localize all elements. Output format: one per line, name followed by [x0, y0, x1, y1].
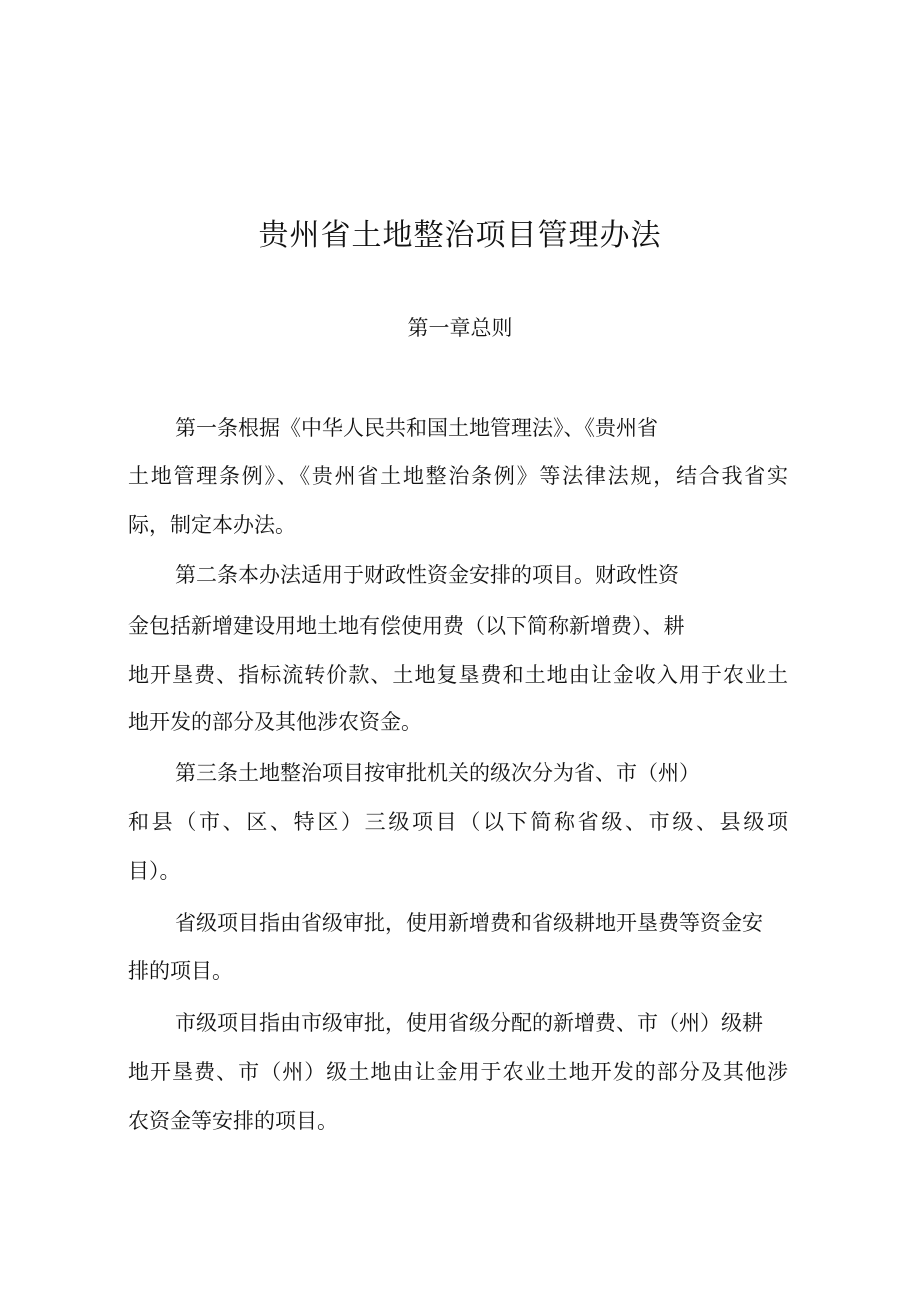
article-3-line-3: 目）。	[128, 859, 181, 883]
municipal-project-line-1: 市级项目指由市级审批，使用省级分配的新增费、市（州）级耕	[175, 1011, 763, 1035]
provincial-project-line-2: 排的项目。	[128, 959, 233, 983]
article-3-line-2: 和县（市、区、特区）三级项目（以下简称省级、市级、县级项	[128, 810, 788, 834]
article-2-line-2: 金包括新增建设用地土地有偿使用费（以下简称新增费）、耕	[128, 614, 685, 638]
provincial-project-line-1: 省级项目指由省级审批，使用新增费和省级耕地开垦费等资金安	[175, 911, 763, 935]
municipal-project-line-2: 地开垦费、市（州）级土地由让金用于农业土地开发的部分及其他涉	[128, 1060, 788, 1084]
municipal-project-line-3: 农资金等安排的项目。	[128, 1109, 338, 1133]
article-2-line-4: 地开发的部分及其他涉农资金。	[128, 710, 422, 734]
article-3-line-1: 第三条土地整治项目按审批机关的级次分为省、市（州）	[175, 761, 700, 785]
article-1-line-1: 第一条根据《中华人民共和国土地管理法》、《贵州省	[175, 416, 658, 440]
document-title: 贵州省土地整治项目管理办法	[258, 218, 662, 253]
article-2-line-1: 第二条本办法适用于财政性资金安排的项目。财政性资	[175, 563, 679, 587]
chapter-heading: 第一章总则	[407, 316, 513, 340]
article-2-line-3: 地开垦费、指标流转价款、土地复垦费和土地由让金收入用于农业土	[128, 663, 788, 687]
article-1-line-3: 际，制定本办法。	[128, 513, 296, 537]
article-1-line-2: 土地管理条例》、《贵州省土地整治条例》等法律法规，结合我省实	[128, 464, 788, 488]
